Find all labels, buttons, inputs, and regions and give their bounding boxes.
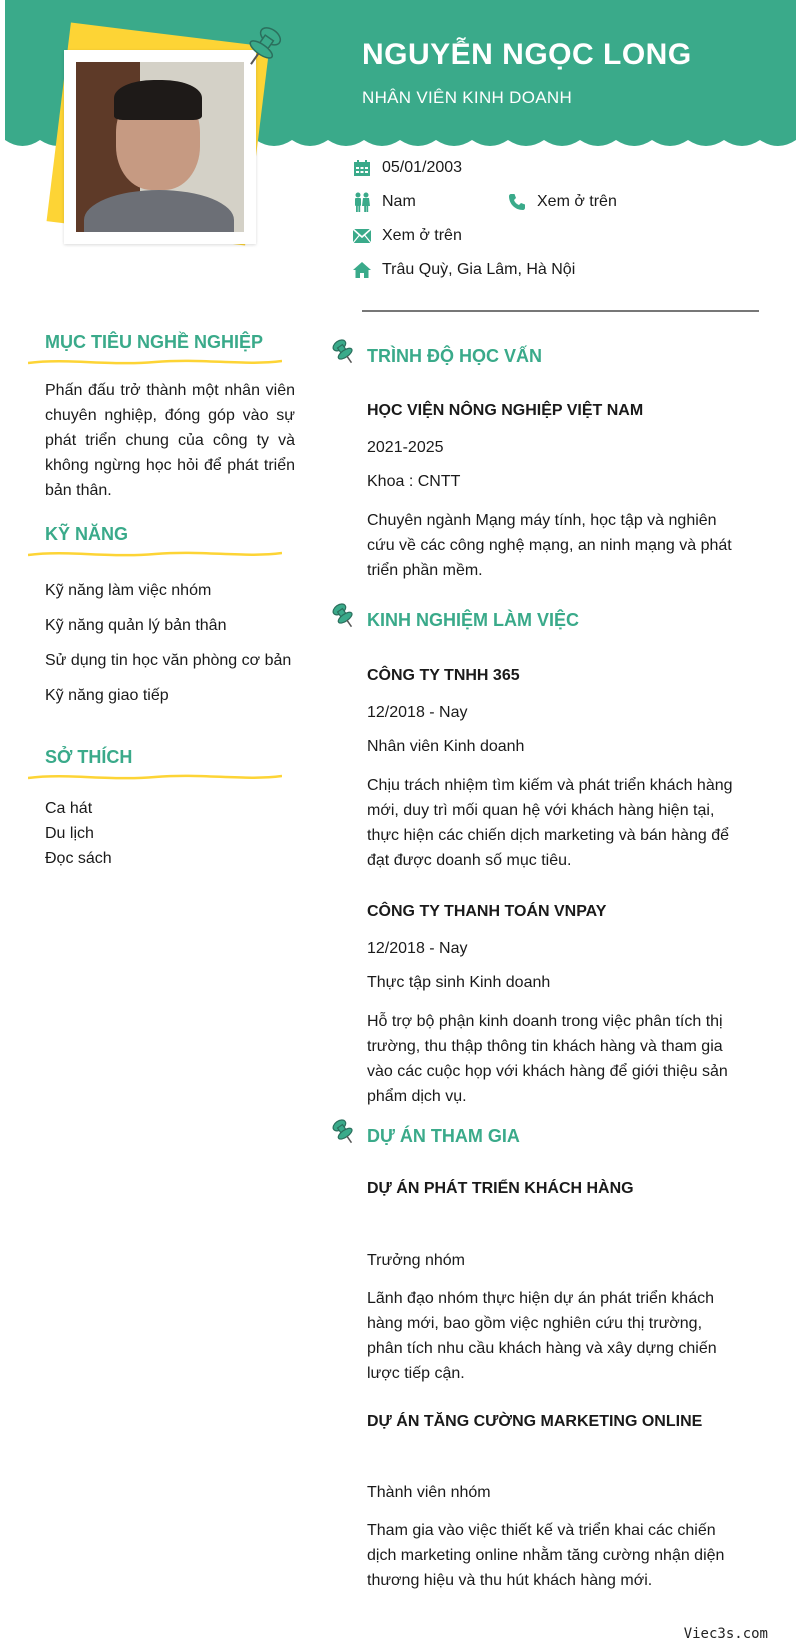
- job-description: Chịu trách nhiệm tìm kiếm và phát triển khách hàng mới, duy trì mối quan hệ với khách hàng hiện tại, thực hiện các chiến dịch marketing và bán hàng để đạt được doanh số mục tiêu.: [367, 777, 733, 869]
- avatar: [76, 62, 244, 232]
- pin-icon: [330, 602, 358, 630]
- project-role: Trưởng nhóm: [367, 1252, 465, 1269]
- phone-value: Xem ở trên: [537, 193, 617, 210]
- job-company: CÔNG TY THANH TOÁN VNPAY: [367, 903, 607, 920]
- hobbies-list: [45, 796, 295, 871]
- hobbies-heading: SỞ THÍCH: [45, 747, 133, 767]
- info-address: [352, 260, 575, 280]
- email-icon: [352, 226, 372, 246]
- project-name: DỰ ÁN PHÁT TRIỂN KHÁCH HÀNG: [367, 1180, 634, 1197]
- project-description: Tham gia vào việc thiết kế và triển khai các chiến dịch marketing online nhằm tăng cường nhận diện thương hiệu và thu hút khách hàng mới.: [367, 1522, 725, 1589]
- job-description: Hỗ trợ bộ phận kinh doanh trong việc phân tích thị trường, thu thập thông tin khách hàng và tham gia vào các cuộc họp với khách hàng để giới thiệu sản phẩm dịch vụ.: [367, 1013, 728, 1105]
- projects-heading: DỰ ÁN THAM GIA: [367, 1126, 520, 1146]
- objective-text: Phấn đấu trở thành một nhân viên chuyên nghiệp, đóng góp vào sự phát triển chung của công ty và không ngừng học hỏi để phát triển bản thân.: [45, 382, 295, 499]
- pin-icon: [240, 24, 286, 70]
- job-title: NHÂN VIÊN KINH DOANH: [362, 88, 573, 107]
- job-period: 12/2018 - Nay: [367, 704, 468, 721]
- school-name: HỌC VIỆN NÔNG NGHIỆP VIỆT NAM: [367, 402, 644, 419]
- skills-underline: [28, 549, 282, 559]
- job-role: Nhân viên Kinh doanh: [367, 738, 525, 755]
- hobby-item: Ca hát: [45, 800, 93, 817]
- info-email: [352, 226, 462, 246]
- home-icon: [352, 260, 372, 280]
- gender-value: Nam: [382, 193, 416, 210]
- project-role: Thành viên nhóm: [367, 1484, 491, 1501]
- job-period: 12/2018 - Nay: [367, 940, 468, 957]
- skill-item: Kỹ năng giao tiếp: [45, 687, 169, 704]
- education-faculty: Khoa : CNTT: [367, 473, 461, 490]
- address-value: Trâu Quỳ, Gia Lâm, Hà Nội: [382, 261, 576, 278]
- candidate-name: NGUYỄN NGỌC LONG: [362, 38, 692, 71]
- job-company: CÔNG TY TNHH 365: [367, 667, 520, 684]
- email-value: Xem ở trên: [382, 227, 462, 244]
- experience-heading: KINH NGHIỆM LÀM VIỆC: [367, 610, 580, 630]
- job-role: Thực tập sinh Kinh doanh: [367, 974, 551, 991]
- gender-icon: [352, 192, 372, 212]
- education-period: 2021-2025: [367, 439, 444, 456]
- info-gender: [352, 192, 416, 212]
- hobby-item: Du lịch: [45, 825, 94, 842]
- info-phone: [507, 192, 617, 212]
- info-birthdate: [352, 158, 462, 178]
- pin-icon: [330, 338, 358, 366]
- pin-icon: [330, 1118, 358, 1146]
- hobby-item: Đọc sách: [45, 850, 112, 867]
- header-divider: [362, 310, 759, 312]
- education-description: Chuyên ngành Mạng máy tính, học tập và nghiên cứu về các công nghệ mạng, an ninh mạng và phát triển phần mềm.: [367, 512, 732, 579]
- objective-underline: [28, 357, 282, 367]
- skill-item: Sử dụng tin học văn phòng cơ bản: [45, 652, 292, 669]
- calendar-icon: [352, 158, 372, 178]
- skills-heading: KỸ NĂNG: [45, 524, 129, 544]
- hobbies-underline: [28, 772, 282, 782]
- birthdate-value: 05/01/2003: [382, 159, 463, 176]
- phone-icon: [507, 192, 527, 212]
- project-description: Lãnh đạo nhóm thực hiện dự án phát triển khách hàng mới, bao gồm việc nghiên cứu thị trường, phân tích nhu cầu khách hàng và xây dựng chiến lược tiếp cận.: [367, 1290, 717, 1382]
- skill-item: Kỹ năng quản lý bản thân: [45, 617, 227, 634]
- skills-list: [45, 578, 295, 708]
- objective-heading: MỤC TIÊU NGHỀ NGHIỆP: [45, 332, 264, 352]
- skill-item: Kỹ năng làm việc nhóm: [45, 582, 212, 599]
- photo-frame: [64, 50, 256, 244]
- education-heading: TRÌNH ĐỘ HỌC VẤN: [367, 346, 542, 366]
- project-name: DỰ ÁN TĂNG CƯỜNG MARKETING ONLINE: [367, 1413, 703, 1430]
- watermark: Viec3s.com: [683, 1626, 768, 1641]
